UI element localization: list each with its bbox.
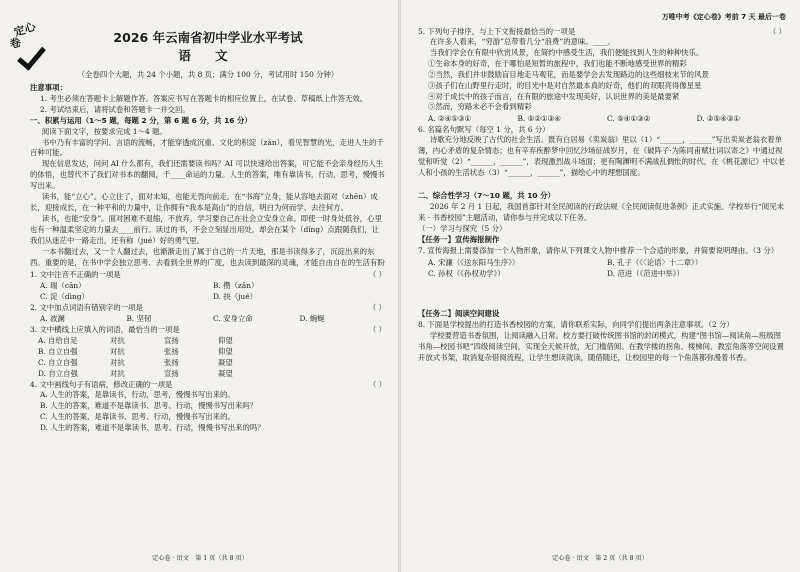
answer-paren[interactable]: （ ） <box>368 325 386 335</box>
question-2 <box>30 302 386 313</box>
option-b[interactable]: B. 攒（zǎn） <box>213 280 259 290</box>
option-row-a[interactable] <box>30 335 386 346</box>
question-stem: 5. 下列句子排序，与上下文衔接最恰当的一项是 <box>418 27 576 36</box>
question-4 <box>30 379 386 390</box>
stamp-logo <box>6 19 50 72</box>
page-header: 万唯中考《定心卷》考前 7 天 最后一卷 <box>661 13 786 21</box>
option-row-d[interactable] <box>30 368 386 379</box>
option-a[interactable]: A. 波澜 <box>40 314 65 323</box>
option-cell: 仰望 <box>218 336 233 346</box>
option-cell: D. 自立自强 <box>38 369 78 379</box>
option-b[interactable]: B. 人生的答案，难道不是靠读书、思考、行动，慢慢书写出来吗？ <box>40 401 258 411</box>
option-cell: 张扬 <box>164 347 179 357</box>
answer-paren[interactable]: （ ） <box>368 269 386 279</box>
option-cell: C. 自立自强 <box>38 358 78 368</box>
stamp-text-top: 定心 <box>12 19 38 40</box>
option-cell: 对抗 <box>110 369 125 379</box>
option-cell: 对抗 <box>110 336 125 346</box>
question-text: 学校要营造书香氛围，让阅读融入日常。校方要打破传统图书馆的封闭模式，构建“图书馆—阅读角—班级图书角—校园书吧”四级阅读空间，实现全天候开放，无门槛借阅。在教学楼的拐角、楼梯间、教室角落等空间设置开放式书架，取消复杂借阅流程，让学生想读就读，随借随还，让校园里的每一个角落都弥漫着书香。 <box>418 331 784 362</box>
task-heading: 【任务二】阅读空间建设 <box>418 309 500 319</box>
option-d[interactable]: D. 抉（jué） <box>213 291 257 301</box>
option-a[interactable]: A. 瑞（cān） <box>40 280 86 290</box>
option-cell: 对抗 <box>110 347 125 357</box>
question-7: 7. 宣传海报上需要添加一个人物形象，请你从下列课文人物中推荐一个合适的形象，并简要说明理由。（3 分） <box>418 245 779 255</box>
sentence-item: ③孩子们在山野里行走时，的目光中是对自然最本真的好奇，他们的双眼亮得像星星 <box>428 80 702 90</box>
option-cell: B. 自立自强 <box>38 347 78 357</box>
question-text[interactable]: 诗歌充分地反映了古代的社会生活。既有白居易《卖炭翁》里以（1）“______，______”写出卖炭老翁衣着单薄，内心矛盾的复杂情态；也有辛弃疾醉梦中回忆沙场征战岁月，在《破阵子·为陈同甫赋壮词以寄之》中通过视觉和听觉（2）“______，______”，表现激烈战斗场面；更有陶渊明不满战乱惆怅的时代，在《桃花源记》中以老人和小孩的生活状态（3）“______，______”，描绘心中的理想国度。 <box>418 135 786 178</box>
option-a[interactable]: A. 宋濂（《送东阳马生序》） <box>428 257 520 267</box>
option-c[interactable]: C. 淀（dìng） <box>40 291 89 301</box>
section-heading: 二、综合性学习（7～10 题，共 10 分） <box>418 191 555 201</box>
question-stem: 3. 文中横线上应填入的词语，最恰当的一项是 <box>30 325 180 335</box>
question-3 <box>30 324 386 335</box>
option-c[interactable]: C. ⑤④①③② <box>607 114 651 124</box>
page-footer: 定心卷 · 语文 第 1 页（共 8 页） <box>152 555 248 562</box>
subsection-heading: （一）学习与探究（5 分） <box>418 224 507 234</box>
options-row <box>30 280 386 291</box>
question-1 <box>30 269 386 280</box>
sentence-item: ①生命本身的好奇，在于哪怕是短暂的旅程中，我们也能不断地感受世界的精彩 <box>428 58 687 68</box>
reading-paragraph: 一本书翻过去，又一个人翻过去，也渐渐走出了属于自己的一片天地，那是书读得多了，沉淀出来的东西。重要的是，在书中学会独立思考、去看到全世界的广度，也去读到最深的灵魂，才能自由自在的生活有盼 <box>30 246 385 267</box>
options-row <box>418 257 786 268</box>
notes-heading: 注意事项： <box>30 83 67 92</box>
options-row <box>30 291 386 302</box>
option-cell: 凝望 <box>218 369 233 379</box>
option-b[interactable]: B. 孔子（《〈论语〉十二章》） <box>607 257 703 267</box>
note-item: 1. 考生必须在答题卡上解题作答。答案应书写在答题卡的相应位置上，在试卷、草稿纸上作答无效。 <box>40 93 368 103</box>
option-a[interactable]: A. 人生的答案，是靠读书，行动，思考，慢慢书写出来的。 <box>40 390 235 400</box>
question-6: 6. 名篇名句默写（每空 1 分，共 6 分） <box>418 124 550 134</box>
option-d[interactable]: D. ②⑤④③① <box>696 114 740 124</box>
option-d[interactable]: D. 蜿蜒 <box>299 314 325 323</box>
option-b[interactable]: B. ⑤②①③④ <box>517 114 561 124</box>
option-cell: 张扬 <box>164 358 179 368</box>
options-row <box>418 268 786 279</box>
reading-paragraph: 读书，也能“安身”。面对困难不退缩，不放弃，学习要自己在社会立安身立命。即使一时身处低谷，心里也有一种温柔坚定的力量去____前行。读过的书，不会立刻显出用处，却会在某个（dǐng）点跟随我们，让我们从迷茫中一路走出，还有称（jué）好的勇气里。 <box>30 213 382 245</box>
question-5 <box>418 26 786 37</box>
stamp-text-bottom: 卷 <box>8 35 23 52</box>
option-cell: A. 自给自足 <box>38 336 78 346</box>
option-a[interactable]: A. ②④⑤③① <box>428 114 472 124</box>
options-row <box>30 313 386 324</box>
option-d[interactable]: D. 人生的答案，难道不是靠读书、思考、行动，慢慢书写出来的吗？ <box>40 422 265 432</box>
option-c[interactable]: C. 孙权（《孙权劝学》） <box>428 269 505 279</box>
options-row <box>418 113 786 124</box>
option-cell: 宣扬 <box>164 369 179 379</box>
question-stem: 4. 文中画线句子有语病，修改正确的一项是 <box>30 380 173 390</box>
answer-space[interactable] <box>418 279 786 309</box>
sentence-item: ④对于成长中的孩子而言，在有限的旅途中发现美好，认识世界的美是最要紧 <box>428 91 680 101</box>
option-row-c[interactable] <box>30 357 386 368</box>
question-text: 在许多人看来，“穷游”总带着几分“浪费”的意味。____。 <box>429 37 615 46</box>
exam-info: （全卷四个大题，共 24 个小题，共 8 页；满分 100 分，考试用时 150 分钟） <box>77 70 339 79</box>
answer-paren[interactable]: （ ） <box>768 27 786 36</box>
option-cell: 宣扬 <box>164 336 179 346</box>
option-b[interactable]: B. 坚韧 <box>126 314 152 323</box>
sentence-item: ②当然，我们并非鼓励盲目地走马观花，而是要学会去发现路边的这些细枝末节的风景 <box>428 69 709 79</box>
question-stem: 1. 文中注音不正确的一项是 <box>30 269 121 279</box>
sentence-item: ⑤然而，穷路未必不会看到精彩 <box>428 102 532 112</box>
reading-paragraph: 现在信息发达，问问 AI 什么都有，我们还需要读书吗？AI 可以快速给出答案，可它能不会亲身经历人生的体悟，也替代不了我们对书本的翻阅，千____命运的力量。人生的答案，唯有靠读书，行动，思考，慢慢书写出来。 <box>30 159 385 191</box>
option-d[interactable]: D. 范进（《范进中举》） <box>607 269 684 279</box>
task-heading: 【任务一】宣传海报制作 <box>418 235 500 245</box>
option-row-b[interactable] <box>30 346 386 357</box>
page-footer: 定心卷 · 语文 第 2 页（共 8 页） <box>552 555 648 562</box>
reading-intro: 阅读下面文字，按要求完成 1～4 题。 <box>41 126 167 136</box>
exam-title: 2026 年云南省初中学业水平考试 <box>113 30 303 45</box>
section-heading: 一、积累与运用（1～5 题，每题 2 分，第 6 题 6 分，共 16 分） <box>30 115 252 125</box>
answer-paren[interactable]: （ ） <box>368 303 386 312</box>
option-c[interactable]: C. 人生的答案，是靠读书、思考、行动，慢慢书写出来的。 <box>40 412 235 422</box>
reading-paragraph: 书中乃有丰富的学问、言语的流畅，才能穿透成沉重、文化的积淀（zàn），看见智慧的光，走进人生的千百种可能。 <box>30 137 384 158</box>
option-cell: 凝望 <box>218 358 233 368</box>
option-cell: 仰望 <box>218 347 233 357</box>
note-item: 2. 考试结束后，请将试卷和答题卡一并交回。 <box>40 104 190 114</box>
option-cell: 对抗 <box>110 358 125 368</box>
exam-subject: 语 文 <box>178 48 238 63</box>
reading-paragraph: 读书，能“立心”。心立住了，面对未知，也能无畏向前走。在“书海”立身，能从容地去面对（zhēn）成长，迎接成长，在一种平和的力量中，让你拥有“我本是高山”的自信，明白为何而学、去往何方。 <box>30 192 378 212</box>
question-text: 当我们学会在有限中欣赏风景，在简约中感受生活，我们便能找到人生的种种快乐。 <box>429 47 704 57</box>
section-intro: 2026 年 2 月 1 日起，我国首部针对全民阅读的行政法规《全民阅读促进条例》正式实施。学校举行“阅见未来 · 书香校园”主题活动，请你参与并完成以下任务。 <box>418 202 784 223</box>
question-8: 8. 下面是学校提出的打造书香校园的方案，请你联系实际，向同学们提出两条注意事项。（2 分） <box>418 320 734 330</box>
option-c[interactable]: C. 安身立命 <box>213 314 253 323</box>
question-stem: 2. 文中加点词语有错别字的一项是 <box>30 303 143 312</box>
page-right <box>400 0 800 572</box>
answer-paren[interactable]: （ ） <box>368 380 386 390</box>
